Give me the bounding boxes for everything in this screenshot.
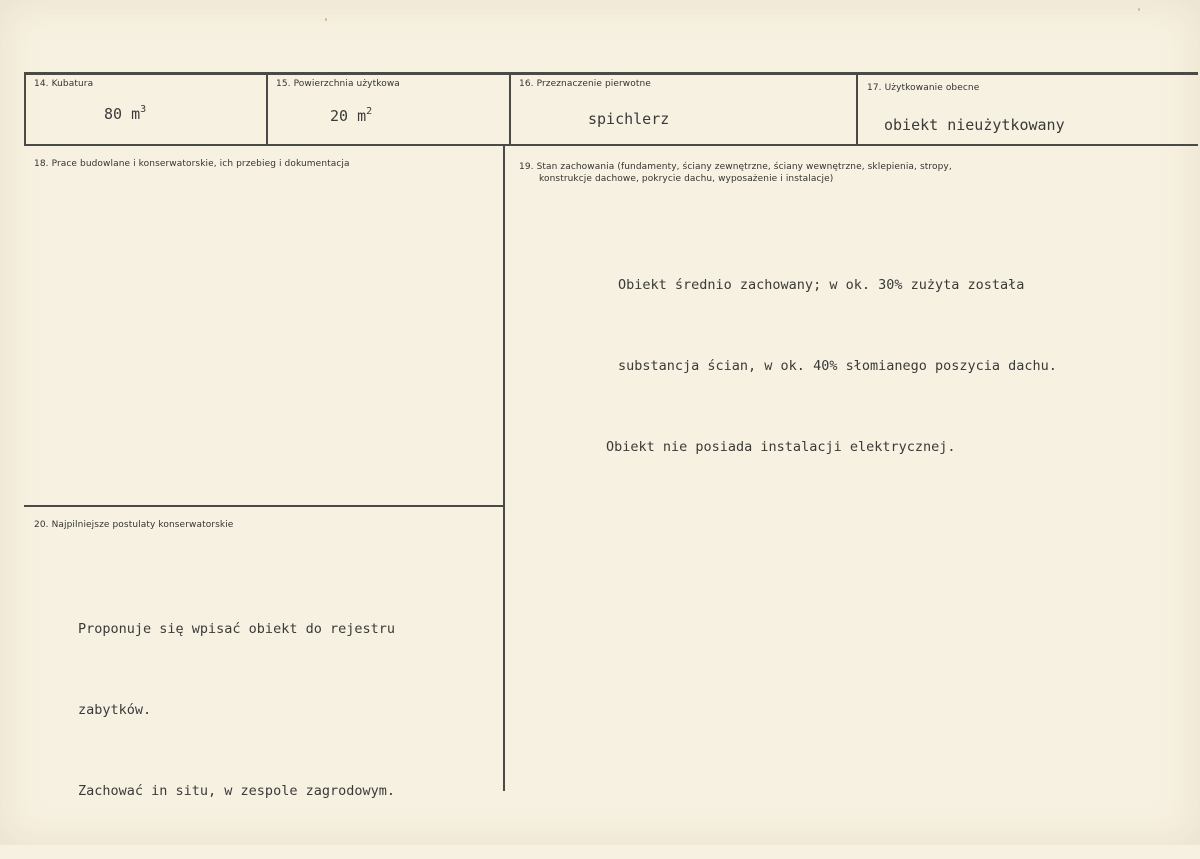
field-19-text-line: Obiekt nie posiada instalacji elektrycznej. xyxy=(606,439,956,455)
field-15-number: 20 m xyxy=(330,107,367,125)
left-border xyxy=(24,72,26,146)
field-20-label: 20. Najpilniejsze postulaty konserwatorskie xyxy=(34,520,234,530)
paper-speck xyxy=(1138,8,1140,11)
field-14-label: 14. Kubatura xyxy=(34,79,94,89)
field-19-label-line2: konstrukcje dachowe, pokrycie dachu, wyposażenie i instalacje) xyxy=(539,174,834,184)
field-15-label: 15. Powierzchnia użytkowa xyxy=(276,79,400,89)
field-20-text xyxy=(78,562,395,859)
row1-bottom-rule xyxy=(24,144,1198,146)
field-20-text-line: zabytków. xyxy=(78,702,152,718)
paper-speck xyxy=(325,18,327,21)
field-17-label: 17. Użytkowanie obecne xyxy=(867,83,980,93)
field-14-number: 80 m xyxy=(104,105,141,123)
field-16-label: 16. Przeznaczenie pierwotne xyxy=(519,79,651,89)
field-20-text-line: Proponuje się wpisać obiekt do rejestru xyxy=(78,621,395,637)
field-17-value: obiekt nieużytkowany xyxy=(884,116,1065,134)
field-16-value: spichlerz xyxy=(588,110,670,128)
field-15-unit-exponent: 2 xyxy=(366,106,373,117)
divider-14-15 xyxy=(266,74,268,146)
field-19-text-line: substancja ścian, w ok. 40% słomianego poszycia dachu. xyxy=(618,358,1057,374)
divider-15-16 xyxy=(509,74,511,146)
row2-bottom-rule xyxy=(24,505,505,507)
field-14-unit-exponent: 3 xyxy=(140,104,147,115)
field-14-value xyxy=(104,104,146,123)
field-18-label: 18. Prace budowlane i konserwatorskie, ich przebieg i dokumentacja xyxy=(34,159,350,169)
field-19-text-line: Obiekt średnio zachowany; w ok. 30% zużyta została xyxy=(618,277,1025,293)
field-20-text-line: Zachować in situ, w zespole zagrodowym. xyxy=(78,783,395,799)
field-19-label-line1: 19. Stan zachowania (fundamenty, ściany zewnętrzne, ściany wewnętrzne, sklepienia, stropy, xyxy=(519,162,952,172)
top-rule xyxy=(24,72,1198,75)
field-15-value xyxy=(330,106,372,125)
divider-16-17 xyxy=(856,74,858,146)
center-vertical-rule xyxy=(503,146,505,791)
field-19-text xyxy=(606,218,1057,515)
